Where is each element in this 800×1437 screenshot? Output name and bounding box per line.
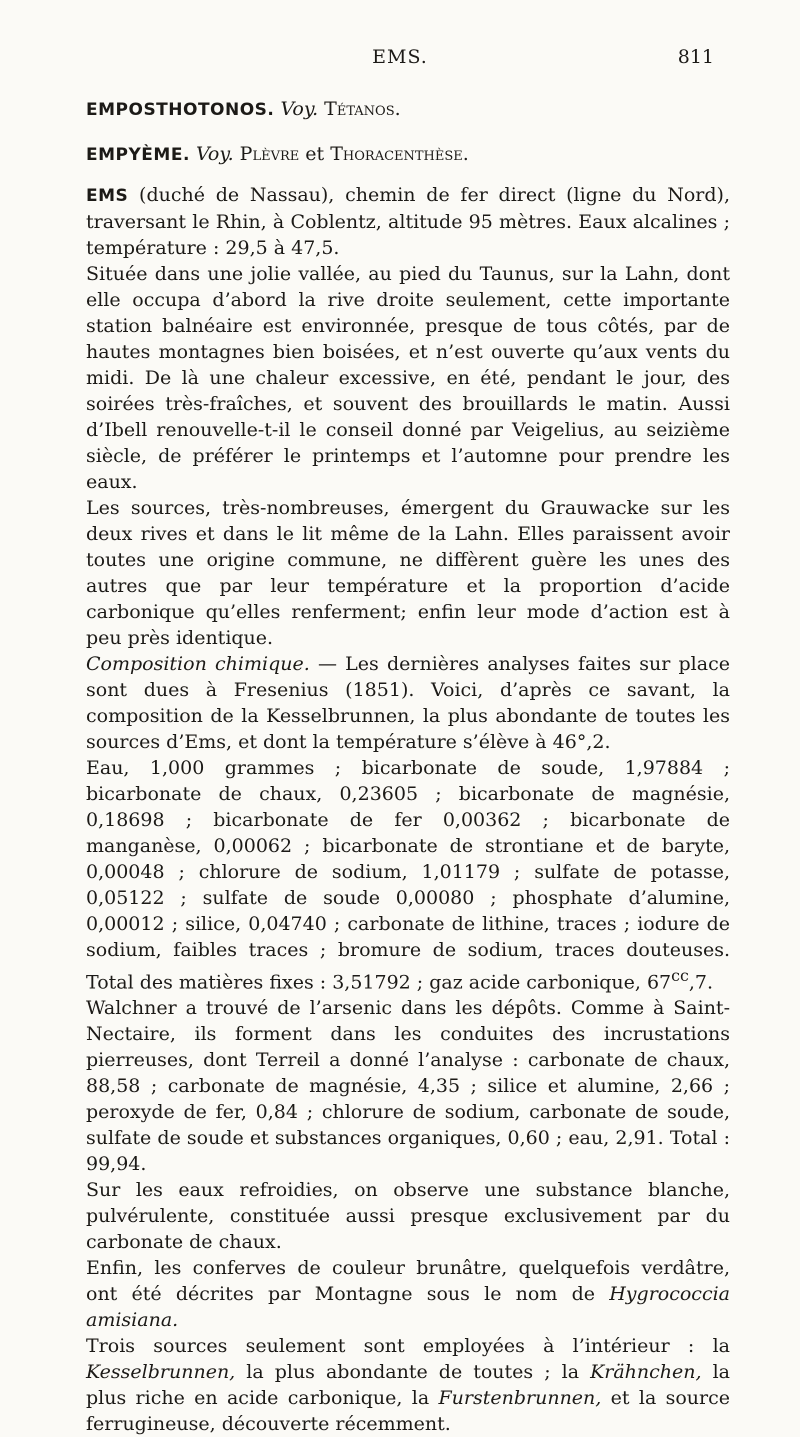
paragraph-text: Walchner a trouvé de l’arsenic dans les dépôts. Comme à Saint-Nectaire, ils forment dans les conduites des incrustations pierreuses, dont Terreil a donné l’analyse : carbonate de chaux, 88,58 ; carbonate de magnésie, 4,35 ; silice et alumine, 2,66 ; peroxyde de fer, 0,84 ; chlorure de sodium, carbonate de soude, sulfate de soude et substances organiques, 0,60 ; eau, 2,91. Total : 99,94. bbox=[86, 997, 730, 1176]
paragraph-text: Située dans une jolie vallée, au pied du Taunus, sur la Lahn, dont elle occupa d’abord la rive droite seulement, cette importante station balnéaire est environnée, presque de tous côtés, par de hautes montagnes bien boisées, et n’est ouverte qu’aux vents du midi. De là une chaleur excessive, en été, pendant le jour, des soirées très-fraîches, et souvent des brouillards le matin. Aussi d’Ibell renouvelle-t-il le conseil donné par Veigelius, au seizième siècle, de préférer le printemps et l’automne pour prendre les eaux. bbox=[86, 263, 730, 493]
intro-text: (duché de Nassau), chemin de fer direct (ligne du Nord), traversant le Rhin, à Coblentz, altitude 95 mètres. Eaux alcalines ; température : 29,5 à 47,5. bbox=[86, 184, 730, 259]
paragraph-text: la plus abondante de toutes ; la bbox=[235, 1361, 591, 1384]
paragraph-three-sources bbox=[86, 1333, 730, 1437]
cross-reference: Plèvre bbox=[239, 143, 300, 165]
source-name: Kesselbrunnen, bbox=[86, 1361, 236, 1384]
paragraph-text: — Les dernières analyses faites sur place sont dues à Fresenius (1851). Voici, d’après ce savant, la composition de la Kesselbrunnen, la plus abondante de toutes les sources d’Ems, et dont la température s’élève à 46°,2. bbox=[86, 653, 730, 753]
paragraph-text: Eau, 1,000 grammes ; bicarbonate de soude, 1,97884 ; bicarbonate de chaux, 0,23605 ; bicarbonate de magnésie, 0,18698 ; bicarbonate de fer 0,00362 ; bicarbonate de manganèse, 0,00062 ; bicarbonate de strontiane et de baryte, 0,00048 ; chlorure de sodium, 1,01179 ; sulfate de potasse, 0,05122 ; sulfate de soude 0,00080 ; phosphate d’alumine, 0,00012 ; silice, 0,04740 ; carbonate de lithine, traces ; iodure de sodium, faibles traces ; bromure de sodium, traces douteuses. Total des matières fixes : 3,51792 ; gaz acide carbonique, 67 bbox=[86, 757, 730, 994]
unit-superscript: cc bbox=[671, 966, 689, 985]
page-number: 811 bbox=[677, 46, 714, 68]
cross-reference: Thoracenthèse. bbox=[330, 143, 469, 165]
paragraph-situation bbox=[86, 261, 730, 495]
paragraph-sources bbox=[86, 495, 730, 651]
paragraph-text: Trois sources seulement sont employées à l’intérieur : la bbox=[86, 1335, 730, 1358]
entry-empyeme bbox=[86, 141, 730, 168]
paragraph-deposits bbox=[86, 995, 730, 1177]
paragraph-text: et la source ferrugineuse, découverte récemment. bbox=[86, 1387, 731, 1436]
species-name: Hygrococcia amisiana. bbox=[86, 1283, 730, 1332]
entry-ems-intro bbox=[86, 182, 730, 261]
paragraph-text: Sur les eaux refroidies, on observe une substance blanche, pulvérulente, constituée aussi presque exclusivement par du carbonate de chaux. bbox=[86, 1179, 730, 1254]
cross-reference: Tétanos. bbox=[324, 98, 401, 120]
page-body bbox=[86, 96, 730, 1437]
paragraph-text: Les sources, très-nombreuses, émergent du Grauwacke sur les deux rives et dans le lit même de la Lahn. Elles paraissent avoir toutes une origine commune, ne diffèrent guère les unes des autres que par leur température et la proportion d’acide carbonique qu’elles renferment; enfin leur mode d’action est à peu près identique. bbox=[86, 497, 730, 649]
paragraph-composition bbox=[86, 651, 730, 755]
paragraph-substance bbox=[86, 1177, 730, 1255]
headword: EMPYÈME. bbox=[86, 145, 190, 165]
conjunction: et bbox=[305, 143, 325, 165]
paragraph-text: ,7. bbox=[688, 971, 714, 994]
voy-label: Voy. bbox=[280, 98, 319, 120]
section-label: Composition chimique. bbox=[86, 653, 310, 675]
source-name: Krähnchen, bbox=[590, 1361, 702, 1384]
paragraph-text: la plus riche en acide carbonique, la bbox=[86, 1361, 731, 1410]
voy-label: Voy. bbox=[195, 143, 234, 165]
headword: EMS bbox=[86, 186, 129, 206]
headword: EMPOSTHOTONOS. bbox=[86, 100, 275, 120]
running-title: EMS. bbox=[372, 46, 428, 68]
paragraph-text: Enfin, les conferves de couleur brunâtre, quelquefois verdâtre, ont été décrites par Montagne sous le nom de bbox=[86, 1257, 730, 1306]
paragraph-conferves bbox=[86, 1255, 730, 1333]
paragraph-analysis bbox=[86, 755, 730, 995]
source-name: Furstenbrunnen, bbox=[438, 1387, 602, 1410]
running-head bbox=[86, 46, 714, 76]
entry-emposthotonos bbox=[86, 96, 730, 123]
